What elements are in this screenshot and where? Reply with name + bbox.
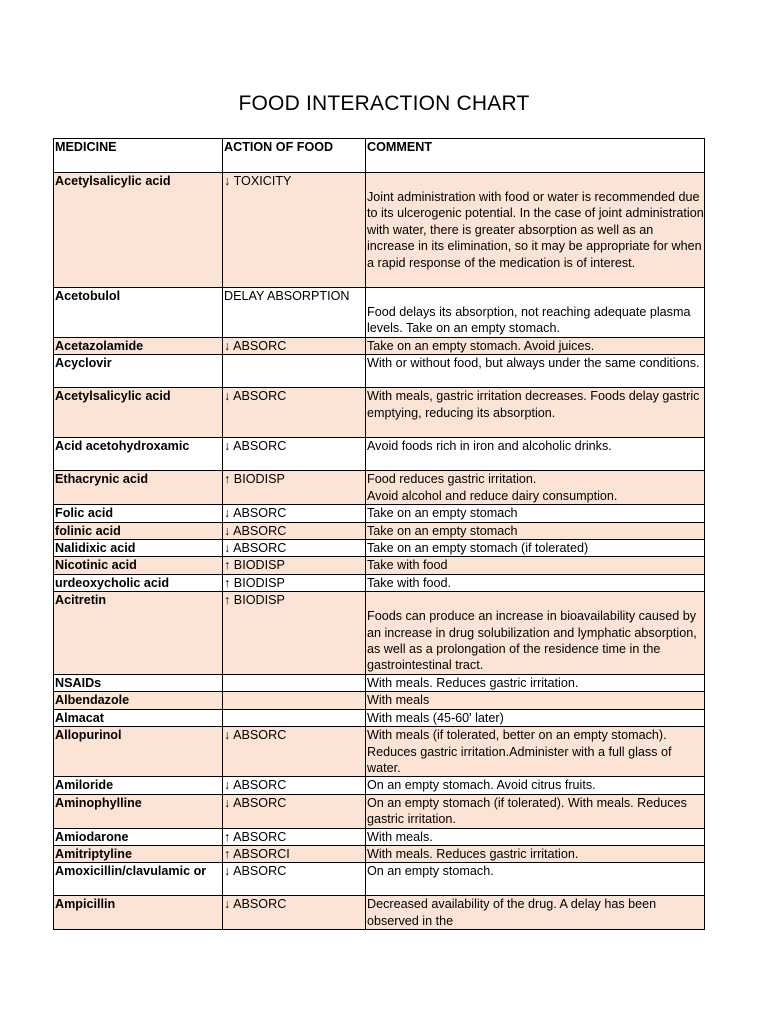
action-cell xyxy=(223,355,366,388)
header-action-of-food: ACTION OF FOOD xyxy=(223,139,366,173)
comment-cell xyxy=(366,288,705,338)
medicine-cell: NSAIDs xyxy=(54,674,223,691)
action-cell xyxy=(223,692,366,709)
action-cell xyxy=(223,709,366,726)
comment-text: Joint administration with food or water is recommended due to its ulcerogenic potential. In the case of joint administration with water, there is greater absorption as well as an increase in its elimination, so it may be appropriate for when a rapid response of the medication is of interest. xyxy=(367,190,704,270)
comment-cell: On an empty stomach. Avoid citrus fruits. xyxy=(366,777,705,794)
action-cell: ↑ BIODISP xyxy=(223,592,366,675)
comment-cell: Take on an empty stomach. Avoid juices. xyxy=(366,338,705,355)
action-cell: ↑ ABSORCI xyxy=(223,845,366,862)
comment-cell xyxy=(366,173,705,288)
table-row xyxy=(54,863,705,896)
comment-cell: Decreased availability of the drug. A delay has been observed in the xyxy=(366,896,705,930)
medicine-cell: Acetylsalicylic acid xyxy=(54,388,223,438)
action-cell: ↓ ABSORC xyxy=(223,438,366,471)
comment-cell: With meals. Reduces gastric irritation. xyxy=(366,674,705,691)
table-row xyxy=(54,845,705,862)
table-row xyxy=(54,794,705,828)
comment-text: Food delays its absorption, not reaching adequate plasma levels. Take on an empty stomach. xyxy=(367,305,691,336)
comment-cell: Take with food xyxy=(366,557,705,574)
action-cell: ↓ ABSORC xyxy=(223,794,366,828)
table-row xyxy=(54,828,705,845)
comment-cell: Avoid foods rich in iron and alcoholic drinks. xyxy=(366,438,705,471)
action-cell: ↓ ABSORC xyxy=(223,388,366,438)
medicine-cell: Acid acetohydroxamic xyxy=(54,438,223,471)
table-row xyxy=(54,173,705,288)
medicine-cell: urdeoxycholic acid xyxy=(54,574,223,591)
comment-cell: With meals xyxy=(366,692,705,709)
header-medicine: MEDICINE xyxy=(54,139,223,173)
medicine-cell: Acetylsalicylic acid xyxy=(54,173,223,288)
header-comment: COMMENT xyxy=(366,139,705,173)
comment-cell: On an empty stomach. xyxy=(366,863,705,896)
table-row xyxy=(54,777,705,794)
comment-cell: Take with food. xyxy=(366,574,705,591)
medicine-cell: Folic acid xyxy=(54,505,223,522)
medicine-cell: Aminophylline xyxy=(54,794,223,828)
medicine-cell: Nalidixic acid xyxy=(54,540,223,557)
medicine-cell: Albendazole xyxy=(54,692,223,709)
action-cell: ↑ ABSORC xyxy=(223,828,366,845)
medicine-cell: Acetobulol xyxy=(54,288,223,338)
table-row xyxy=(54,540,705,557)
medicine-cell: folinic acid xyxy=(54,522,223,539)
medicine-cell: Amitriptyline xyxy=(54,845,223,862)
action-cell: ↓ TOXICITY xyxy=(223,173,366,288)
comment-cell: Take on an empty stomach (if tolerated) xyxy=(366,540,705,557)
medicine-cell: Almacat xyxy=(54,709,223,726)
table-row xyxy=(54,557,705,574)
medicine-cell: Nicotinic acid xyxy=(54,557,223,574)
action-cell: ↓ ABSORC xyxy=(223,522,366,539)
action-cell xyxy=(223,674,366,691)
table-row xyxy=(54,355,705,388)
comment-cell: With meals. xyxy=(366,828,705,845)
action-cell: ↓ ABSORC xyxy=(223,505,366,522)
action-cell: DELAY ABSORPTION xyxy=(223,288,366,338)
comment-text: Foods can produce an increase in bioavailability caused by an increase in drug solubilization and lymphatic absorption, as well as a prolongation of the residence time in the gastrointestinal tract. xyxy=(367,609,697,673)
comment-cell: Take on an empty stomach xyxy=(366,505,705,522)
table-row xyxy=(54,388,705,438)
table-row xyxy=(54,438,705,471)
table-row xyxy=(54,471,705,505)
medicine-cell: Amiloride xyxy=(54,777,223,794)
page-title: FOOD INTERACTION CHART xyxy=(238,92,530,115)
comment-cell: With meals, gastric irritation decreases. Foods delay gastric emptying, reducing its absorption. xyxy=(366,388,705,438)
table-row xyxy=(54,574,705,591)
comment-cell xyxy=(366,592,705,675)
comment-cell: On an empty stomach (if tolerated). With meals. Reduces gastric irritation. xyxy=(366,794,705,828)
action-cell: ↓ ABSORC xyxy=(223,727,366,777)
action-cell: ↑ BIODISP xyxy=(223,557,366,574)
table-row xyxy=(54,338,705,355)
medicine-cell: Allopurinol xyxy=(54,727,223,777)
comment-cell: Take on an empty stomach xyxy=(366,522,705,539)
action-cell: ↓ ABSORC xyxy=(223,777,366,794)
action-cell: ↓ ABSORC xyxy=(223,863,366,896)
medicine-cell: Acitretin xyxy=(54,592,223,675)
table-row xyxy=(54,592,705,675)
table-row xyxy=(54,674,705,691)
comment-cell: With meals (if tolerated, better on an empty stomach). Reduces gastric irritation.Administer with a full glass of water. xyxy=(366,727,705,777)
table-row xyxy=(54,522,705,539)
action-cell: ↑ BIODISP xyxy=(223,574,366,591)
table-row xyxy=(54,288,705,338)
action-cell: ↑ BIODISP xyxy=(223,471,366,505)
table-row xyxy=(54,896,705,930)
table-row xyxy=(54,692,705,709)
medicine-cell: Amoxicillin/clavulamic or xyxy=(54,863,223,896)
action-cell: ↓ ABSORC xyxy=(223,540,366,557)
action-cell: ↓ ABSORC xyxy=(223,896,366,930)
medicine-cell: Acyclovir xyxy=(54,355,223,388)
comment-cell: With meals (45-60' later) xyxy=(366,709,705,726)
table-header-row xyxy=(54,139,705,173)
action-cell: ↓ ABSORC xyxy=(223,338,366,355)
medicine-cell: Ethacrynic acid xyxy=(54,471,223,505)
comment-cell: With or without food, but always under the same conditions. xyxy=(366,355,705,388)
medicine-cell: Ampicillin xyxy=(54,896,223,930)
medicine-cell: Acetazolamide xyxy=(54,338,223,355)
table-row xyxy=(54,505,705,522)
table-row xyxy=(54,727,705,777)
table-row xyxy=(54,709,705,726)
medicine-cell: Amiodarone xyxy=(54,828,223,845)
comment-cell: Food reduces gastric irritation. Avoid alcohol and reduce dairy consumption. xyxy=(366,471,705,505)
comment-cell: With meals. Reduces gastric irritation. xyxy=(366,845,705,862)
food-interaction-table xyxy=(53,138,705,930)
